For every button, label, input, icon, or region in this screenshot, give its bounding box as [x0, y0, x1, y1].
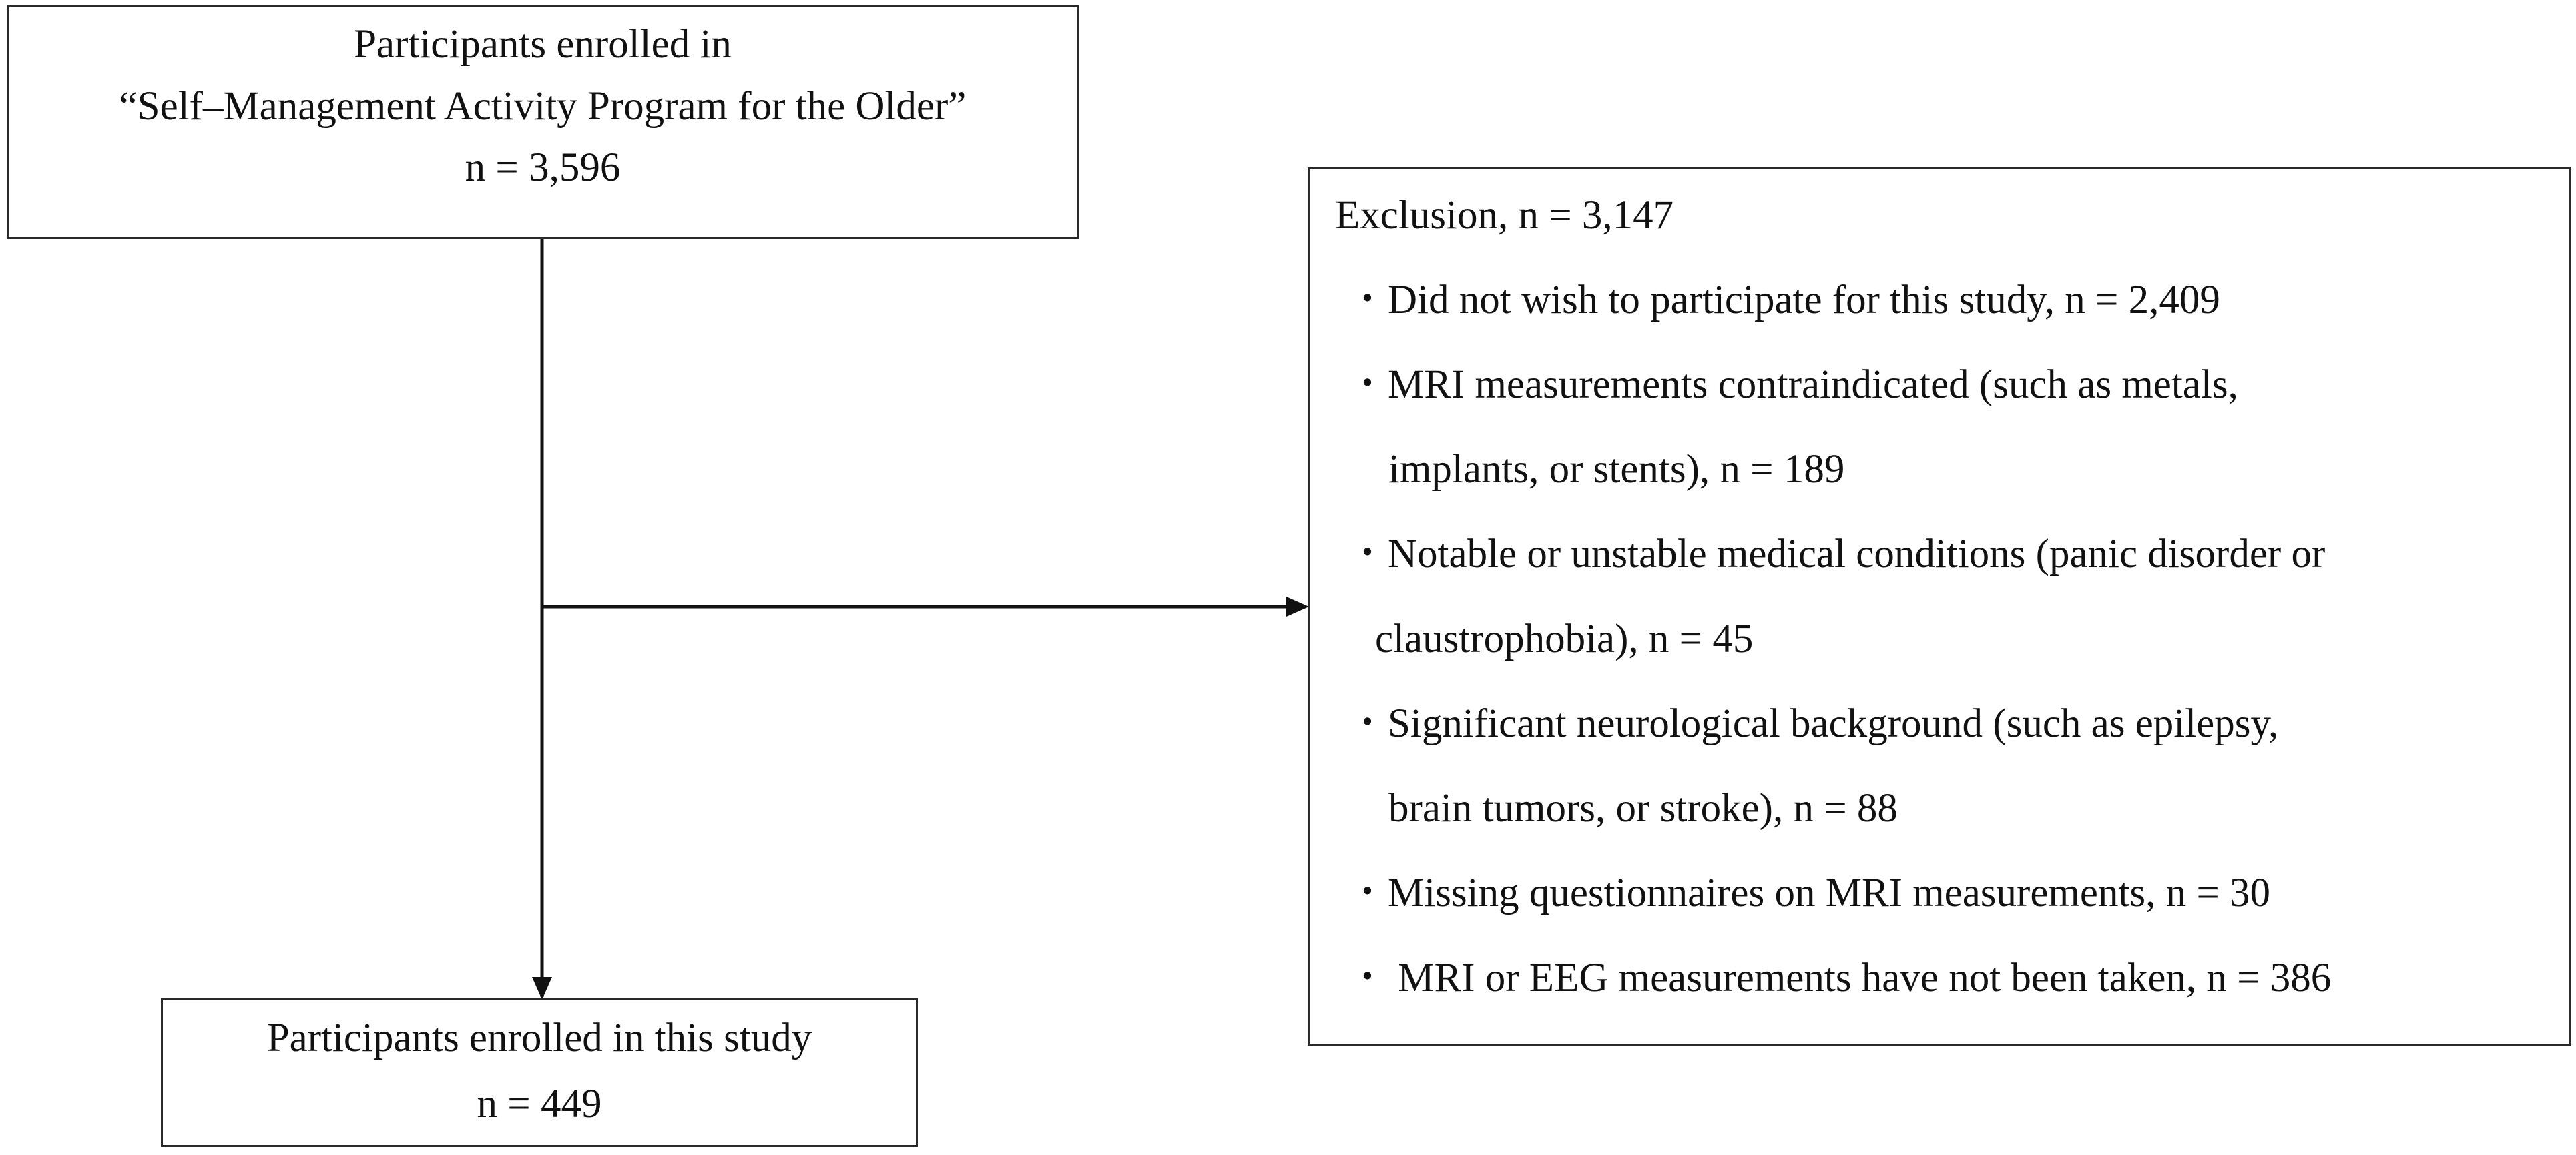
enrolled-title-line1: Participants enrolled in	[354, 22, 732, 67]
study-count: n = 449	[477, 1081, 602, 1126]
enrolled-program-name: “Self–Management Activity Program for the Older”	[119, 83, 967, 129]
study-title: Participants enrolled in this study	[266, 1016, 812, 1060]
exclusion-item-neurological: ・Significant neurological background (such as epilepsy,	[1347, 701, 2279, 746]
exclusion-item-medical-conditions: ・Notable or unstable medical conditions (panic disorder or	[1347, 532, 2326, 576]
exclusion-item-missing-questionnaires: ・Missing questionnaires on MRI measurements, n = 30	[1347, 871, 2271, 915]
exclusion-item-measurements-not-taken: ・ MRI or EEG measurements have not been taken, n = 386	[1347, 955, 2332, 1000]
exclusion-item-mri-contraindicated-cont: implants, or stents), n = 189	[1388, 447, 1845, 492]
study-participants-box	[161, 998, 918, 1147]
exclusion-item-mri-contraindicated: ・MRI measurements contraindicated (such as metals,	[1347, 362, 2238, 407]
enrolled-count: n = 3,596	[465, 145, 621, 191]
exclusion-item-medical-conditions-cont: claustrophobia), n = 45	[1375, 617, 1754, 661]
exclusion-heading: Exclusion, n = 3,147	[1335, 193, 1674, 238]
enrolled-participants-box	[7, 5, 1079, 239]
exclusion-item-neurological-cont: brain tumors, or stroke), n = 88	[1388, 786, 1898, 831]
exclusion-box	[1308, 167, 2571, 1046]
exclusion-item-not-wish: ・Did not wish to participate for this study, n = 2,409	[1347, 278, 2220, 322]
